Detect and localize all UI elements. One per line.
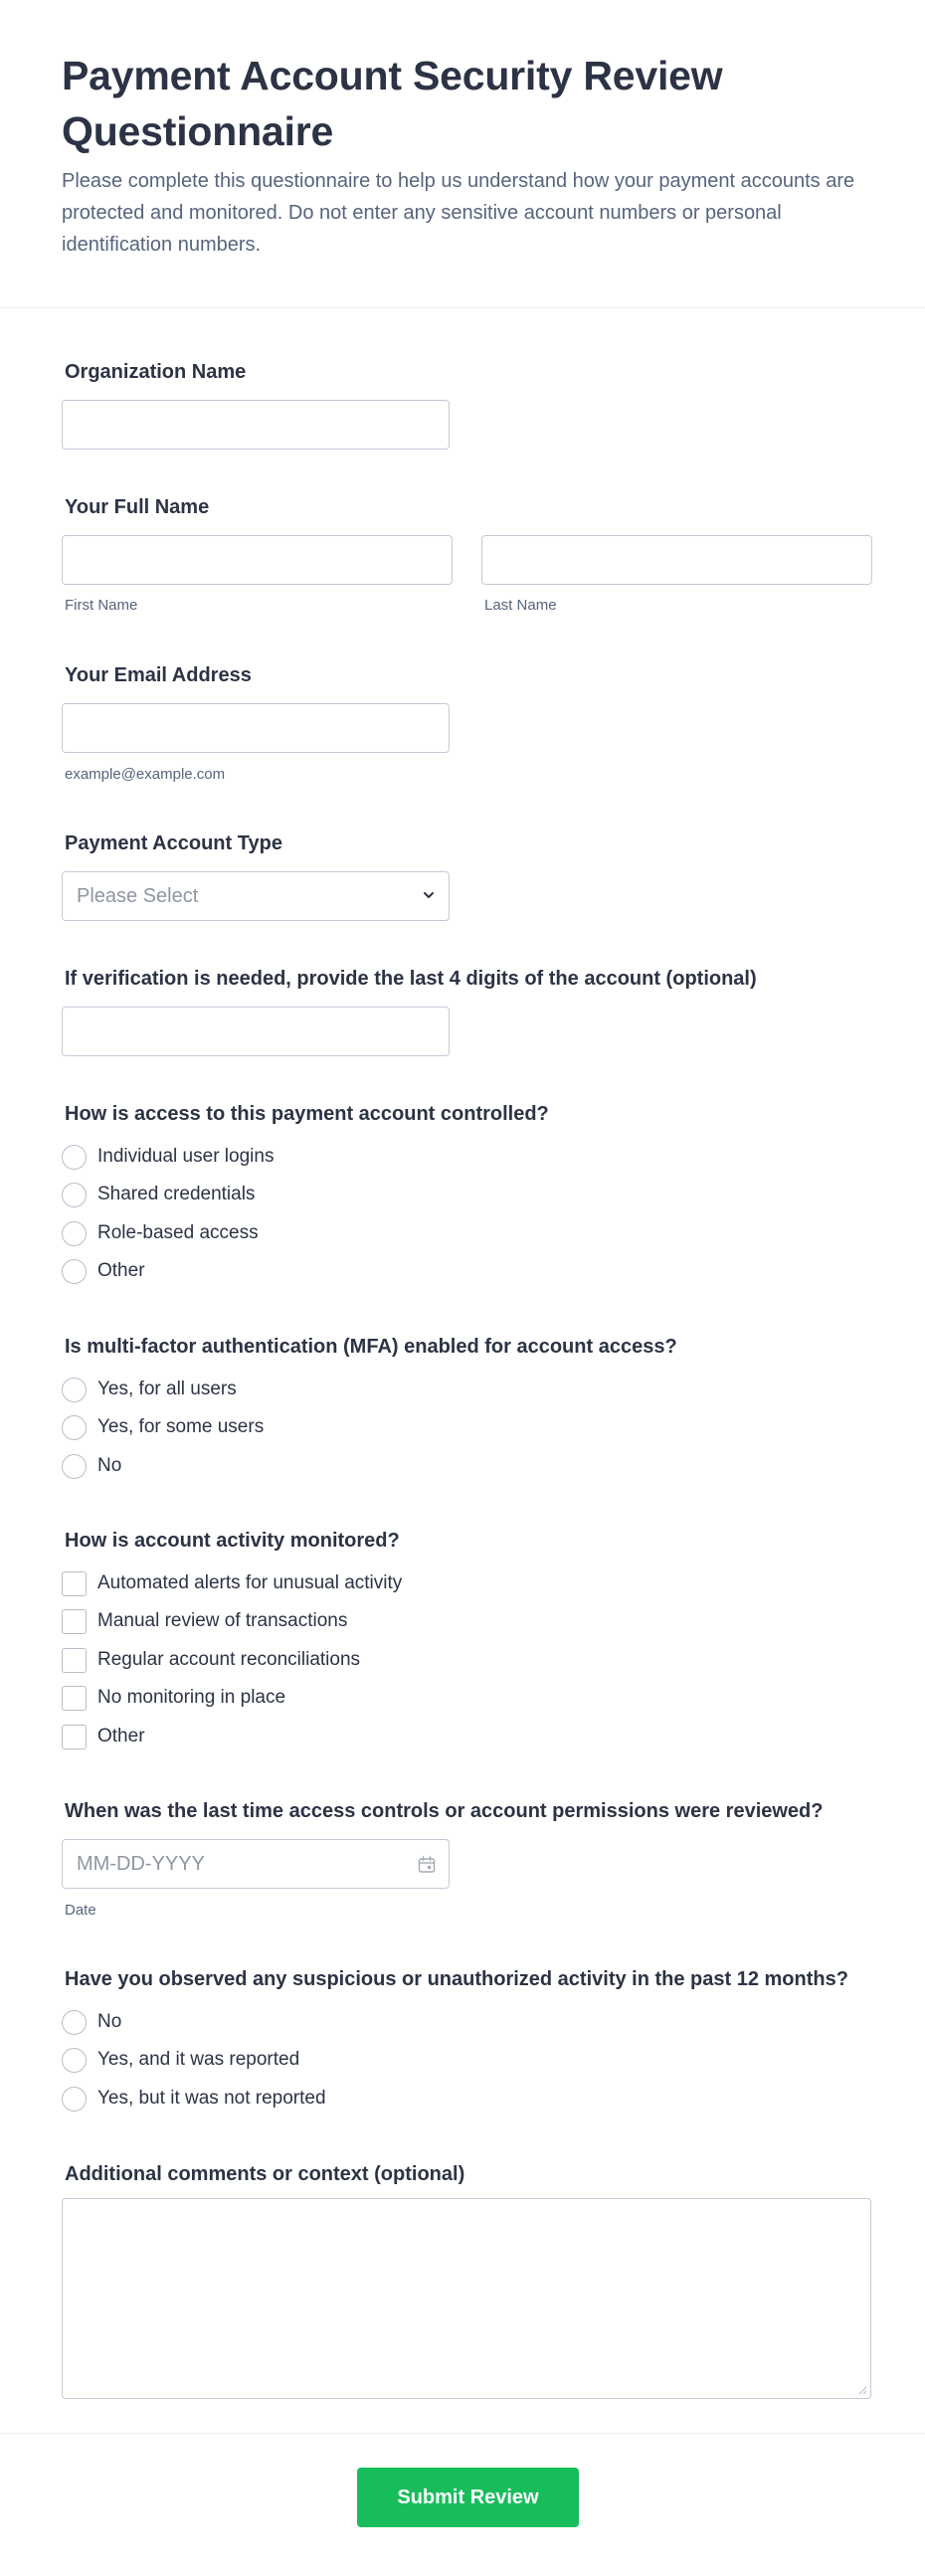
full-name-field: [62, 495, 877, 625]
mfa-option[interactable]: No: [62, 1453, 121, 1479]
resize-handle-icon[interactable]: [857, 2385, 867, 2395]
access-control-option[interactable]: Individual user logins: [62, 1144, 274, 1170]
account-type-select[interactable]: [62, 871, 450, 921]
radio-button[interactable]: [62, 1221, 87, 1246]
submit-button[interactable]: Submit Review: [357, 2468, 579, 2527]
email-label: Your Email Address: [65, 664, 252, 686]
suspicious-activity-label: Have you observed any suspicious or unauthorized activity in the past 12 months?: [65, 1968, 848, 1990]
radio-button[interactable]: [62, 1259, 87, 1284]
access-control-option[interactable]: Other: [62, 1258, 145, 1284]
last-name-sublabel: Last Name: [484, 597, 557, 614]
review-date-label: When was the last time access controls or account permissions were reviewed?: [65, 1800, 824, 1822]
monitoring-label: How is account activity monitored?: [65, 1530, 400, 1552]
access-control-field: [62, 1102, 877, 1281]
checkbox[interactable]: [62, 1609, 87, 1634]
email-sublabel: example@example.com: [65, 766, 226, 783]
suspicious-activity-option[interactable]: Yes, and it was reported: [62, 2047, 299, 2073]
checkbox[interactable]: [62, 1725, 87, 1749]
mfa-field: [62, 1335, 877, 1474]
mfa-label: Is multi-factor authentication (MFA) enabled for account access?: [65, 1336, 677, 1358]
radio-button[interactable]: [62, 1145, 87, 1170]
review-date-input[interactable]: [62, 1839, 450, 1889]
comments-field: [62, 2162, 877, 2411]
mfa-option[interactable]: Yes, for all users: [62, 1377, 237, 1402]
suspicious-activity-option[interactable]: Yes, but it was not reported: [62, 2086, 326, 2112]
monitoring-option[interactable]: Regular account reconciliations: [62, 1647, 360, 1673]
first-name-sublabel: First Name: [65, 597, 138, 614]
footer-divider: [0, 2433, 925, 2434]
monitoring-field: [62, 1529, 877, 1748]
last4-input[interactable]: [62, 1007, 450, 1056]
access-control-option[interactable]: Shared credentials: [62, 1182, 255, 1207]
organization-label: Organization Name: [65, 361, 247, 383]
radio-button[interactable]: [62, 2048, 87, 2073]
checkbox[interactable]: [62, 1686, 87, 1711]
last4-field: [62, 967, 877, 1056]
email-input[interactable]: [62, 703, 450, 753]
review-date-placeholder: MM-DD-YYYY: [77, 1853, 205, 1875]
comments-textarea[interactable]: [62, 2198, 871, 2399]
radio-button[interactable]: [62, 1415, 87, 1440]
monitoring-option[interactable]: Other: [62, 1724, 145, 1749]
radio-button[interactable]: [62, 2087, 87, 2112]
form-title: Payment Account Security Review Questionnaire: [62, 53, 723, 154]
access-control-option[interactable]: Role-based access: [62, 1220, 259, 1246]
organization-input[interactable]: [62, 400, 450, 450]
chevron-down-icon: [421, 887, 437, 903]
radio-button[interactable]: [62, 1183, 87, 1207]
radio-button[interactable]: [62, 1378, 87, 1402]
monitoring-option[interactable]: No monitoring in place: [62, 1685, 285, 1711]
account-type-field: [62, 831, 877, 921]
checkbox[interactable]: [62, 1571, 87, 1596]
account-type-placeholder: Please Select: [77, 885, 199, 907]
calendar-icon[interactable]: [417, 1855, 437, 1875]
radio-button[interactable]: [62, 1454, 87, 1479]
organization-field: [62, 360, 877, 450]
account-type-label: Payment Account Type: [65, 832, 282, 854]
full-name-label: Your Full Name: [65, 496, 210, 518]
review-date-sublabel: Date: [65, 1902, 96, 1919]
header-divider: [0, 307, 925, 308]
suspicious-activity-option[interactable]: No: [62, 2009, 121, 2035]
form-header: [62, 48, 877, 261]
comments-label: Additional comments or context (optional): [65, 2163, 465, 2185]
first-name-input[interactable]: [62, 535, 453, 585]
form-description: Please complete this questionnaire to help us understand how your payment accounts are protected and monitored. Do not enter any sensitive account numbers or personal identification numbers.: [62, 170, 855, 256]
radio-button[interactable]: [62, 2010, 87, 2035]
checkbox[interactable]: [62, 1648, 87, 1673]
review-date-field: [62, 1799, 877, 1929]
mfa-option[interactable]: Yes, for some users: [62, 1414, 264, 1440]
email-field: [62, 663, 877, 793]
monitoring-option[interactable]: Automated alerts for unusual activity: [62, 1570, 402, 1596]
last-name-input[interactable]: [481, 535, 872, 585]
suspicious-activity-field: [62, 1967, 877, 2107]
monitoring-option[interactable]: Manual review of transactions: [62, 1608, 347, 1634]
access-control-label: How is access to this payment account controlled?: [65, 1103, 549, 1125]
last4-label: If verification is needed, provide the last 4 digits of the account (optional): [65, 968, 757, 990]
